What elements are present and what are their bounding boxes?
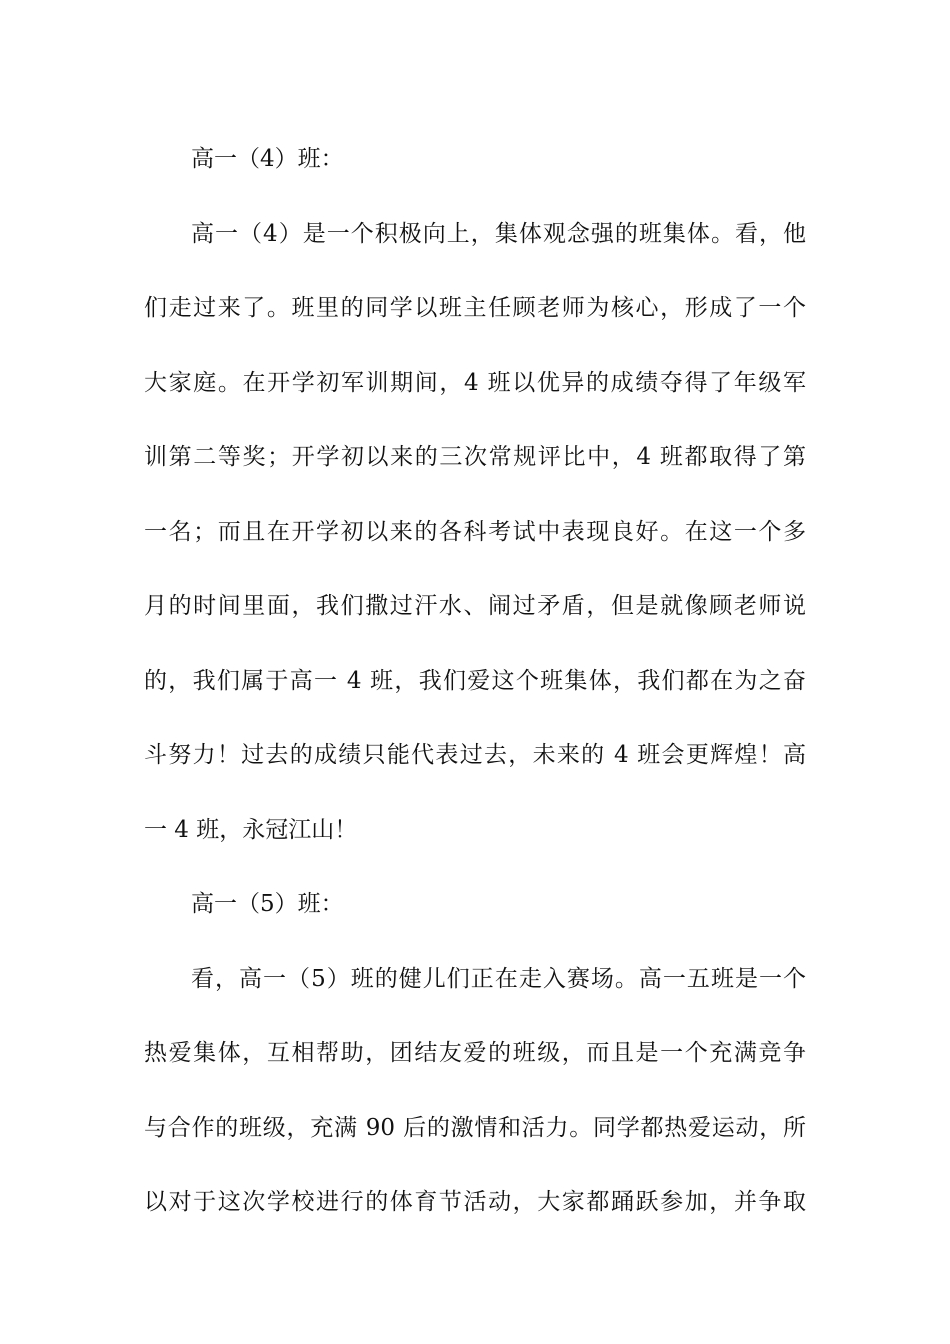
paragraph-line: 们走过来了。班里的同学以班主任顾老师为核心，形成了一个 — [144, 295, 806, 321]
paragraph-line: 训第二等奖；开学初以来的三次常规评比中，4 班都取得了第 — [144, 444, 806, 470]
paragraph-class-5 — [144, 942, 806, 1240]
paragraph-line: 看，高一（5）班的健儿们正在走入赛场。高一五班是一个 — [191, 965, 806, 992]
paragraph-line: 大家庭。在开学初军训期间，4 班以优异的成绩夺得了年级军 — [144, 369, 806, 396]
paragraph-line: 与合作的班级，充满 90 后的激情和活力。同学都热爱运动，所 — [144, 1114, 806, 1141]
paragraph-line: 一 4 班，永冠江山！ — [144, 816, 358, 843]
paragraph-class-4 — [144, 197, 806, 868]
paragraph-line: 月的时间里面，我们撒过汗水、闹过矛盾，但是就像顾老师说 — [144, 593, 806, 619]
paragraph-line: 一名；而且在开学初以来的各科考试中表现良好。在这一个多 — [144, 518, 806, 545]
paragraph-line: 热爱集体，互相帮助，团结友爱的班级，而且是一个充满竞争 — [144, 1040, 806, 1066]
section-heading-class-5: 高一（5）班： — [191, 891, 344, 917]
section-heading-class-4: 高一（4）班： — [191, 146, 344, 172]
paragraph-line: 高一（4）是一个积极向上，集体观念强的班集体。看，他 — [191, 220, 806, 247]
paragraph-line: 的，我们属于高一 4 班，我们爱这个班集体，我们都在为之奋 — [144, 667, 806, 694]
document-body — [144, 122, 806, 1240]
paragraph-line: 斗努力！过去的成绩只能代表过去，未来的 4 班会更辉煌！高 — [144, 742, 806, 768]
paragraph-line: 以对于这次学校进行的体育节活动，大家都踊跃参加，并争取 — [144, 1189, 806, 1215]
